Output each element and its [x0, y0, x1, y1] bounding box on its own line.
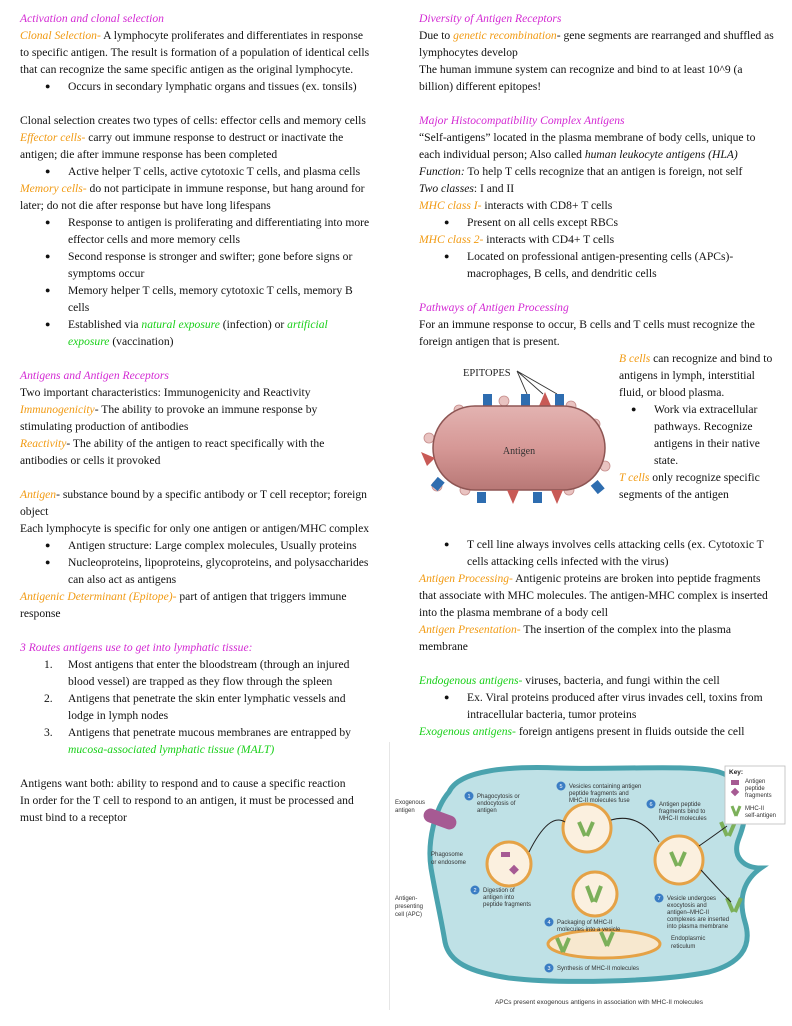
step1-line1: Phagocytosis or [477, 794, 520, 800]
phagosome-label-2: or endosome [431, 860, 467, 866]
epitope-para [20, 588, 372, 622]
list-number: 3. [44, 726, 53, 739]
each-lymphocyte-para: Each lymphocyte is specific for only one antigen or antigen/MHC complex [20, 522, 370, 535]
step6-line1: Antigen peptide [659, 802, 701, 808]
key-mhc2: MHC-II [745, 806, 764, 812]
binding-vesicle [655, 836, 703, 884]
list-item: ● Response to antigen is proliferating and differentiating into more effector cells and more memory cells [45, 214, 372, 248]
step-number: 5 [559, 784, 563, 791]
in-order-para: In order for the T cell to respond to an antigen, it must be processed and must bind to a receptor [20, 794, 354, 824]
list-item [45, 316, 372, 350]
term-artificial-exposure: artificial exposure [68, 318, 328, 348]
epitopes-label: EPITOPES [463, 368, 511, 379]
t-cells-para [619, 469, 774, 503]
list-item: ● Work via extracellular pathways. Recognize antigens in their native state. [631, 401, 774, 469]
left-column [20, 10, 372, 826]
antigen-text: - substance bound by a specific antibody or T cell receptor; foreign object [20, 488, 367, 518]
pathways-intro: For an immune response to occur, B cells and T cells must recognize the foreign antigen that is present. [419, 318, 755, 348]
immunogenicity-para [20, 401, 372, 435]
diversity-post: - gene segments are rearranged and shuffled as lymphocytes develop [419, 29, 774, 59]
step4-line2: molecules into a vesicle [557, 927, 621, 933]
term-antigen-processing: Antigen Processing- [419, 572, 513, 585]
b-cells-para [619, 350, 774, 401]
list-item: ● Active helper T cells, active cytotoxic T cells, and plasma cells [45, 163, 372, 180]
effector-text: carry out immune response to destruct or inactivate the antigen; die after immune response has been completed [20, 131, 344, 161]
reactivity-para [20, 435, 372, 469]
route-text: Antigens that penetrate the skin enter lymphatic vessels and lodge in lymph nodes [68, 692, 346, 722]
antigen-label: Antigen [502, 446, 536, 457]
classes-label: Two classes [419, 182, 474, 195]
exogenous-label-2: antigen [395, 808, 415, 814]
epitope-marker [555, 394, 564, 406]
term-genetic-recombination: genetic recombination [453, 29, 557, 42]
established-mid: (infection) or [219, 318, 288, 331]
mhc-class1-para [419, 197, 774, 214]
b-cells-text-block [619, 350, 774, 503]
antigen-para [20, 486, 372, 520]
step7-line1: Vesicle undergoes [667, 896, 717, 902]
step-number: 1 [467, 794, 471, 801]
mhc-class1-text: interacts with CD8+ T cells [481, 199, 613, 212]
term-b-cells: B cells [619, 352, 651, 365]
step6-line3: MHC-II molecules [659, 816, 707, 822]
phagosome-label-1: Phagosome [431, 852, 464, 858]
diversity-para [419, 27, 774, 61]
step5-line2: peptide fragments and [569, 791, 629, 797]
step1-line3: antigen [477, 808, 497, 814]
list-item: ● Antigen structure: Large complex molecules, Usually proteins [45, 537, 372, 554]
step2-line3: peptide fragments [483, 902, 532, 908]
heading-diversity: Diversity of Antigen Receptors [419, 12, 562, 25]
effector-bullets [45, 163, 372, 180]
heading-mhc: Major Histocompatibility Complex Antigens [419, 114, 625, 127]
endogenous-bullets [444, 689, 774, 723]
b-cells-bullets [631, 401, 774, 469]
list-item [44, 656, 372, 690]
term-memory-cells: Memory cells- [20, 182, 87, 195]
key-fragments: fragments [745, 793, 772, 799]
billion-para: The human immune system can recognize and bind to at least 10^9 (a billion) different epitopes! [419, 63, 743, 93]
list-item: ● Ex. Viral proteins produced after virus invades cell, toxins from intracellular bacteria, tumor proteins [444, 689, 774, 723]
term-mhc-class2: MHC class 2- [419, 233, 484, 246]
established-pre: Established via [68, 318, 142, 331]
epitope-figure-area [419, 350, 774, 536]
antigen-bullets [45, 537, 372, 588]
step6-line2: fragments bind to [659, 809, 706, 815]
epitope-marker [591, 480, 605, 494]
list-item [44, 724, 372, 758]
term-endogenous: Endogenous antigens- [419, 674, 523, 687]
heading-activation: Activation and clonal selection [20, 12, 164, 25]
heading-pathways: Pathways of Antigen Processing [419, 301, 569, 314]
epitope-marker [507, 490, 519, 504]
step-number: 6 [649, 802, 653, 809]
step3-line1: Synthesis of MHC-II molecules [557, 966, 640, 972]
list-item: ● Second response is stronger and swifter; gone before signs or symptoms occur [45, 248, 372, 282]
step-number: 3 [547, 966, 551, 973]
term-mhc-class1: MHC class I- [419, 199, 482, 212]
presentation-para [419, 621, 774, 655]
apc-label-3: cell (APC) [395, 912, 423, 918]
immunogenicity-text: - The ability to provoke an immune response by stimulating production of antibodies [20, 403, 318, 433]
classes-text: : I and II [473, 182, 515, 195]
t-cells-text: only recognize specific segments of the antigen [619, 471, 760, 501]
apc-label-1: Antigen- [395, 896, 418, 902]
figure-caption: APCs present exogenous antigens in association with MHC-II molecules [494, 999, 704, 1006]
want-both-para: Antigens want both: ability to respond and to cause a specific reaction [20, 777, 346, 790]
mhc-class2-text: interacts with CD4+ T cells [483, 233, 615, 246]
exogenous-para [419, 723, 774, 740]
list-number: 1. [44, 658, 53, 671]
er-label-1: Endoplasmic [671, 936, 706, 942]
route-text: Most antigens that enter the bloodstream (through an injured blood vessel) are trapped as they flow through the spleen [68, 658, 350, 688]
processing-text: Antigenic proteins are broken into peptide fragments that associate with MHC molecules. The antigen-MHC complex is inserted into the plasma membrane of a body cell [419, 572, 768, 619]
heading-routes: 3 Routes antigens use to get into lymphatic tissue: [20, 641, 253, 654]
phagosome [487, 842, 531, 886]
key-peptide: peptide [745, 786, 765, 792]
term-natural-exposure: natural exposure [141, 318, 220, 331]
reactivity-text: - The ability of the antigen to react specifically with the antibodies or cells it provoked [20, 437, 325, 467]
two-characteristics: Two important characteristics: Immunogenicity and Reactivity [20, 386, 311, 399]
clonal-selection-text: A lymphocyte proliferates and differentiates in response to specific antigen. The result is formation of a population of identical cells that can recognize the same specific antigen as the original lymphocyte. [20, 29, 370, 76]
list-number: 2. [44, 692, 53, 705]
step-number: 4 [547, 920, 551, 927]
list-item: ● Memory helper T cells, memory cytotoxic T cells, memory B cells [45, 282, 372, 316]
exogenous-text: foreign antigens present in fluids outside the cell [515, 725, 745, 738]
fused-vesicle [563, 804, 611, 852]
memory-bullets [45, 214, 372, 350]
step5-line1: Vesicles containing antigen [569, 784, 642, 790]
key-self-antigen: self-antigen [745, 813, 777, 819]
clonal-bullets [45, 78, 372, 95]
class1-bullets [444, 214, 774, 231]
epitope-diagram [419, 354, 617, 530]
step7-line2: exocytosis and [667, 903, 707, 909]
self-antigens-para [419, 129, 774, 163]
endogenous-text: viruses, bacteria, and fungi within the cell [522, 674, 720, 687]
step5-line3: MHC-II molecules fuse [569, 798, 630, 804]
mhc-class2-para [419, 231, 774, 248]
epitope-marker [521, 394, 530, 406]
t-cells-bullets [444, 536, 774, 570]
class2-bullets [444, 248, 774, 282]
step7-line5: into plasma membrane [667, 924, 729, 930]
term-reactivity: Reactivity [20, 437, 67, 450]
term-malt: mucosa-associated lymphatic tissue (MALT) [68, 743, 275, 756]
list-item [44, 690, 372, 724]
term-exogenous: Exogenous antigens- [419, 725, 516, 738]
term-t-cells: T cells [619, 471, 650, 484]
function-text: To help T cells recognize that an antigen is foreign, not self [464, 165, 743, 178]
apc-diagram [389, 742, 792, 1010]
step-number: 7 [657, 896, 661, 903]
step7-line4: complexes are inserted [667, 917, 730, 923]
diversity-pre: Due to [419, 29, 454, 42]
clonal-selection-para [20, 27, 372, 78]
list-item: ● Nucleoproteins, lipoproteins, glycoproteins, and polysaccharides can also act as antigens [45, 554, 372, 588]
term-clonal-selection: Clonal Selection- [20, 29, 101, 42]
right-column [419, 10, 774, 740]
step2-line1: Digestion of [483, 888, 515, 894]
apc-label-2: presenting [395, 904, 424, 910]
processing-para [419, 570, 774, 621]
term-epitope: Antigenic Determinant (Epitope)- [20, 590, 177, 603]
heading-antigens: Antigens and Antigen Receptors [20, 369, 169, 382]
function-para [419, 163, 774, 180]
function-label: Function: [419, 165, 465, 178]
presentation-text: The insertion of the complex into the plasma membrane [419, 623, 731, 653]
list-item: ● Located on professional antigen-presenting cells (APCs)- macrophages, B cells, and dendritic cells [444, 248, 774, 282]
step7-line3: antigen–MHC-II [667, 910, 710, 916]
term-effector-cells: Effector cells- [20, 131, 86, 144]
list-item: ● Present on all cells except RBCs [444, 214, 774, 231]
exogenous-label-1: Exogenous [395, 800, 426, 806]
er-label-2: reticulum [671, 944, 696, 950]
term-antigen-presentation: Antigen Presentation- [419, 623, 521, 636]
classes-para [419, 180, 774, 197]
term-antigen: Antigen [20, 488, 57, 501]
memory-para [20, 180, 372, 214]
mhc-vesicle [573, 872, 617, 916]
two-types-para: Clonal selection creates two types of cells: effector cells and memory cells [20, 114, 366, 127]
key-title: Key: [729, 769, 744, 776]
endogenous-para [419, 672, 774, 689]
effector-para [20, 129, 372, 163]
term-immunogenicity: Immunogenicity [20, 403, 95, 416]
step-number: 2 [473, 888, 477, 895]
established-post: (vaccination) [109, 335, 174, 348]
routes-list [44, 656, 372, 758]
epitope-marker [483, 394, 492, 406]
self-antigens-text: “Self-antigens” located in the plasma membrane of body cells, unique to each individual person; Also called [419, 131, 756, 161]
step1-line2: endocytosis of [477, 801, 516, 807]
epitope-text: part of antigen that triggers immune response [20, 590, 347, 620]
step4-line1: Packaging of MHC-II [557, 920, 613, 926]
memory-text: do not participate in immune response, but hang around for later; do not die after response but have long lifespans [20, 182, 365, 212]
term-hla: human leukocyte antigens (HLA) [584, 148, 738, 161]
route-text: Antigens that penetrate mucous membranes are entrapped by [68, 726, 351, 739]
epitope-marker [551, 490, 563, 504]
epitope-marker [533, 492, 542, 503]
b-cells-text: can recognize and bind to antigens in lymph, interstitial fluid, or blood plasma. [619, 352, 773, 399]
list-item: ● T cell line always involves cells attacking cells (ex. Cytotoxic T cells attacking cells infected with the virus) [444, 536, 774, 570]
list-item: ● Occurs in secondary lymphatic organs and tissues (ex. tonsils) [45, 78, 372, 95]
epitope-marker [539, 392, 551, 406]
epitope-marker [477, 492, 486, 503]
step2-line2: antigen into [483, 895, 515, 901]
key-antigen: Antigen [745, 779, 766, 785]
